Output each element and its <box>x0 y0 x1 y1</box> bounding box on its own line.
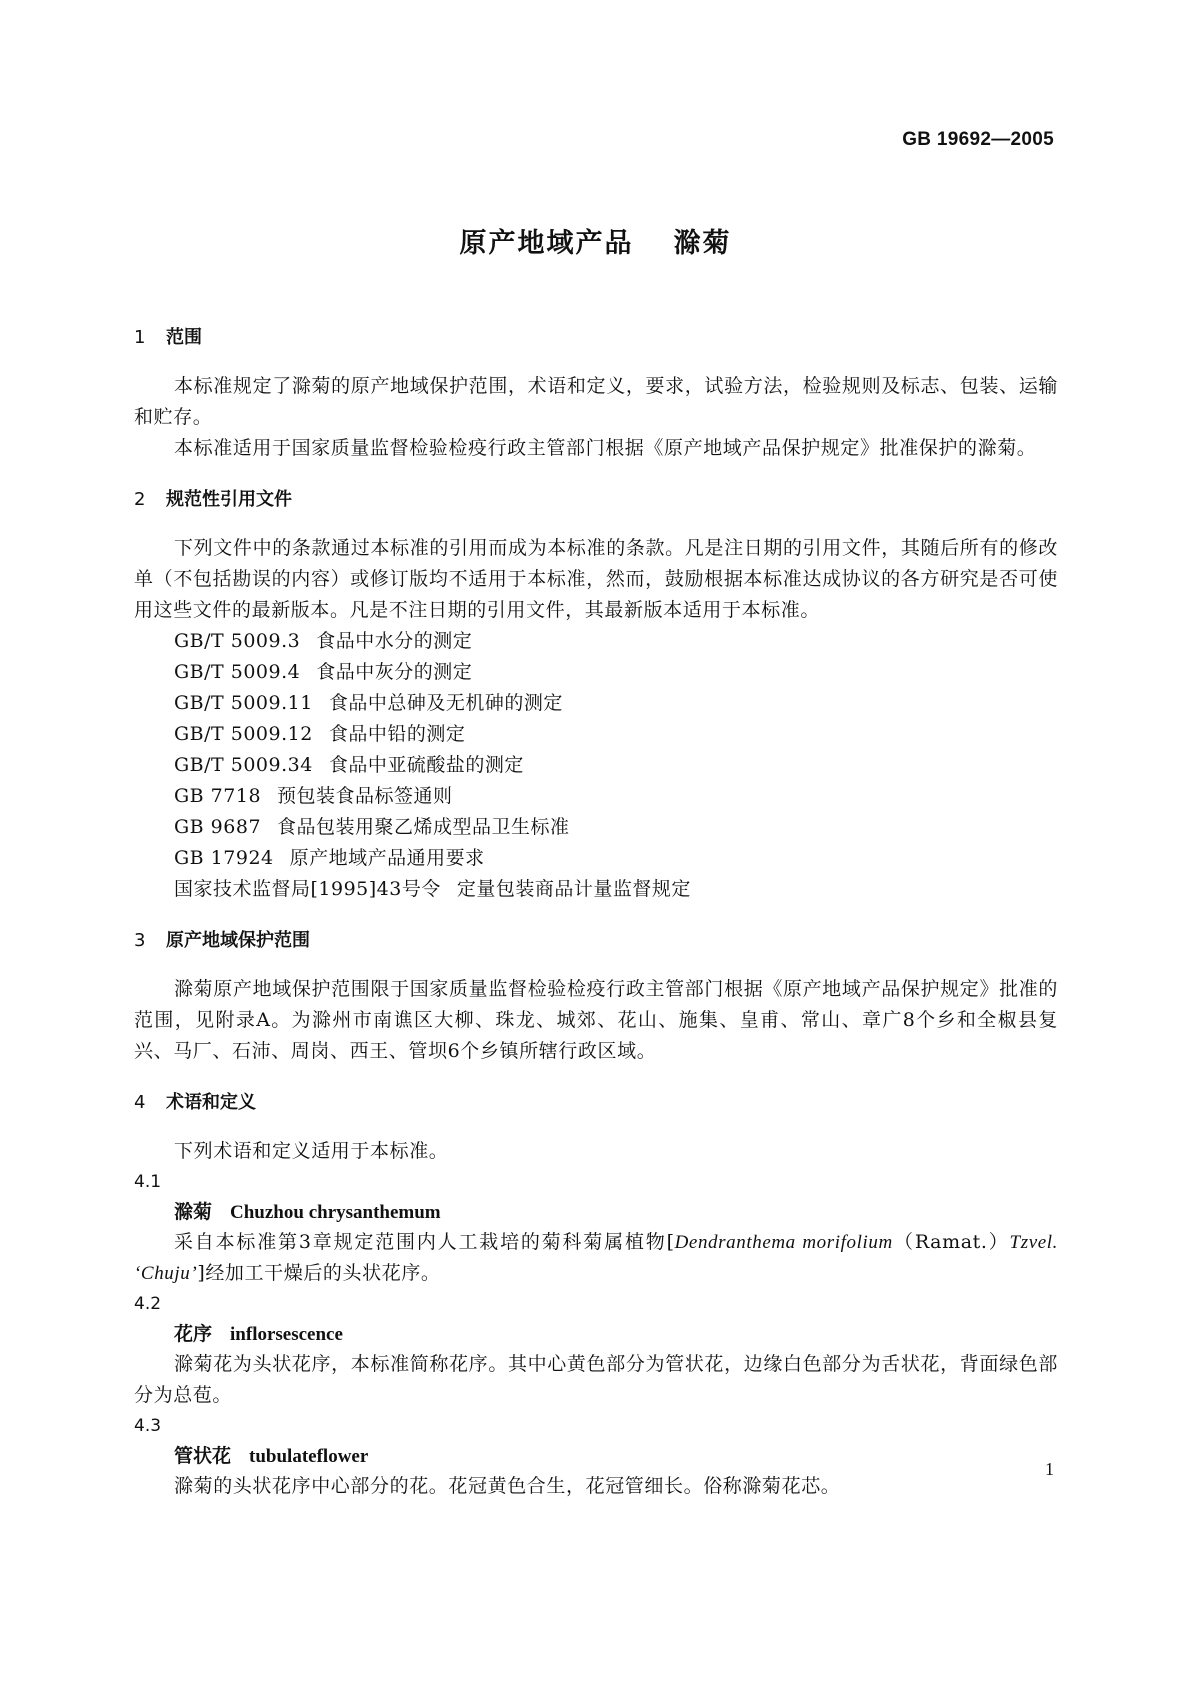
standard-number: GB 19692—2005 <box>902 129 1054 150</box>
title-part-2: 滁菊 <box>673 228 732 259</box>
reference-code: GB 17924 <box>174 847 274 869</box>
reference-code: GB/T 5009.12 <box>174 723 313 745</box>
reference-item <box>134 626 1058 657</box>
reference-title: 食品中灰分的测定 <box>316 661 473 683</box>
definition-text: 采自本标准第3章规定范围内人工栽培的菊科菊属植物[ <box>174 1231 675 1253</box>
reference-item <box>134 781 1058 812</box>
reference-item <box>134 874 1058 905</box>
reference-title: 食品包装用聚乙烯成型品卫生标准 <box>277 816 570 838</box>
term-en: tubulateflower <box>249 1446 369 1467</box>
page-number: 1 <box>1045 1459 1054 1479</box>
reference-item <box>134 719 1058 750</box>
term-definition <box>134 1227 1058 1289</box>
section-1-paragraph-1: 本标准规定了滁菊的原产地域保护范围，术语和定义，要求，试验方法，检验规则及标志、包装、运输和贮存。 <box>134 375 1058 428</box>
term-heading <box>134 1441 1058 1471</box>
reference-title: 食品中总砷及无机砷的测定 <box>328 692 563 714</box>
clause-number: 4.1 <box>134 1172 162 1192</box>
reference-title: 定量包装商品计量监督规定 <box>456 878 691 900</box>
reference-code: GB/T 5009.34 <box>174 754 313 776</box>
reference-list <box>134 626 1058 905</box>
term-heading <box>134 1319 1058 1349</box>
reference-item <box>134 657 1058 688</box>
section-number: 3 <box>134 930 146 951</box>
section-3-paragraph: 滁菊原产地域保护范围限于国家质量监督检验检疫行政主管部门根据《原产地域产品保护规定》批准的范围，见附录A。为滁州市南谯区大柳、珠龙、城郊、花山、施集、皇甫、常山、章广8个乡和全椒县复兴、马厂、石沛、周岗、西王、管坝6个乡镇所辖行政区域。 <box>134 978 1058 1062</box>
section-2-heading <box>134 484 1058 515</box>
term-zh: 花序 <box>174 1323 213 1345</box>
latin-name: Dendranthema morifolium <box>674 1232 893 1253</box>
reference-code: GB 9687 <box>174 816 262 838</box>
section-number: 4 <box>134 1092 146 1113</box>
term-en: Chuzhou chrysanthemum <box>230 1202 441 1223</box>
section-4-intro: 下列术语和定义适用于本标准。 <box>174 1140 449 1162</box>
reference-title: 预包装食品标签通则 <box>277 785 453 807</box>
reference-item <box>134 812 1058 843</box>
reference-code: GB/T 5009.11 <box>174 692 313 714</box>
reference-title: 食品中亚硫酸盐的测定 <box>328 754 524 776</box>
section-3-heading <box>134 925 1058 956</box>
reference-item <box>134 843 1058 874</box>
term-zh: 管状花 <box>174 1445 232 1467</box>
reference-title: 食品中水分的测定 <box>316 630 473 652</box>
reference-title: 原产地域产品通用要求 <box>289 847 485 869</box>
section-title: 规范性引用文件 <box>166 489 292 510</box>
section-title: 范围 <box>166 327 202 348</box>
section-title: 术语和定义 <box>166 1092 256 1113</box>
reference-item <box>134 688 1058 719</box>
section-number: 2 <box>134 489 146 510</box>
section-1-paragraph-2: 本标准适用于国家质量监督检验检疫行政主管部门根据《原产地域产品保护规定》批准保护的滁菊。 <box>174 437 1037 459</box>
definition-text: （Ramat.） <box>892 1231 1010 1253</box>
document-body <box>134 322 1058 1502</box>
term-heading <box>134 1197 1058 1227</box>
section-1-heading <box>134 322 1058 353</box>
reference-code: GB/T 5009.3 <box>174 630 301 652</box>
reference-item <box>134 750 1058 781</box>
reference-code: GB 7718 <box>174 785 262 807</box>
term-en: inflorsescence <box>230 1324 343 1345</box>
term-zh: 滁菊 <box>174 1201 213 1223</box>
term-definition: 滁菊花为头状花序，本标准简称花序。其中心黄色部分为管状花，边缘白色部分为舌状花，背面绿色部分为总苞。 <box>134 1353 1058 1406</box>
section-2-paragraph: 下列文件中的条款通过本标准的引用而成为本标准的条款。凡是注日期的引用文件，其随后所有的修改单（不包括勘误的内容）或修订版均不适用于本标准，然而，鼓励根据本标准达成协议的各方研究是否可使用这些文件的最新版本。凡是不注日期的引用文件，其最新版本适用于本标准。 <box>134 537 1058 621</box>
document-title <box>0 228 1191 259</box>
section-number: 1 <box>134 327 146 348</box>
term-definition: 滁菊的头状花序中心部分的花。花冠黄色合生，花冠管细长。俗称滁菊花芯。 <box>174 1475 841 1497</box>
latin-name: Tzvel. ‘Chuju’ <box>134 1232 1059 1284</box>
reference-code: 国家技术监督局[1995]43号令 <box>174 878 441 900</box>
clause-number: 4.3 <box>134 1416 162 1436</box>
clause-number: 4.2 <box>134 1294 162 1314</box>
section-title: 原产地域保护范围 <box>166 930 310 951</box>
reference-title: 食品中铅的测定 <box>328 723 466 745</box>
title-part-1: 原产地域产品 <box>459 228 634 259</box>
definition-text: ]经加工干燥后的头状花序。 <box>197 1262 441 1284</box>
section-4-heading <box>134 1087 1058 1118</box>
reference-code: GB/T 5009.4 <box>174 661 301 683</box>
